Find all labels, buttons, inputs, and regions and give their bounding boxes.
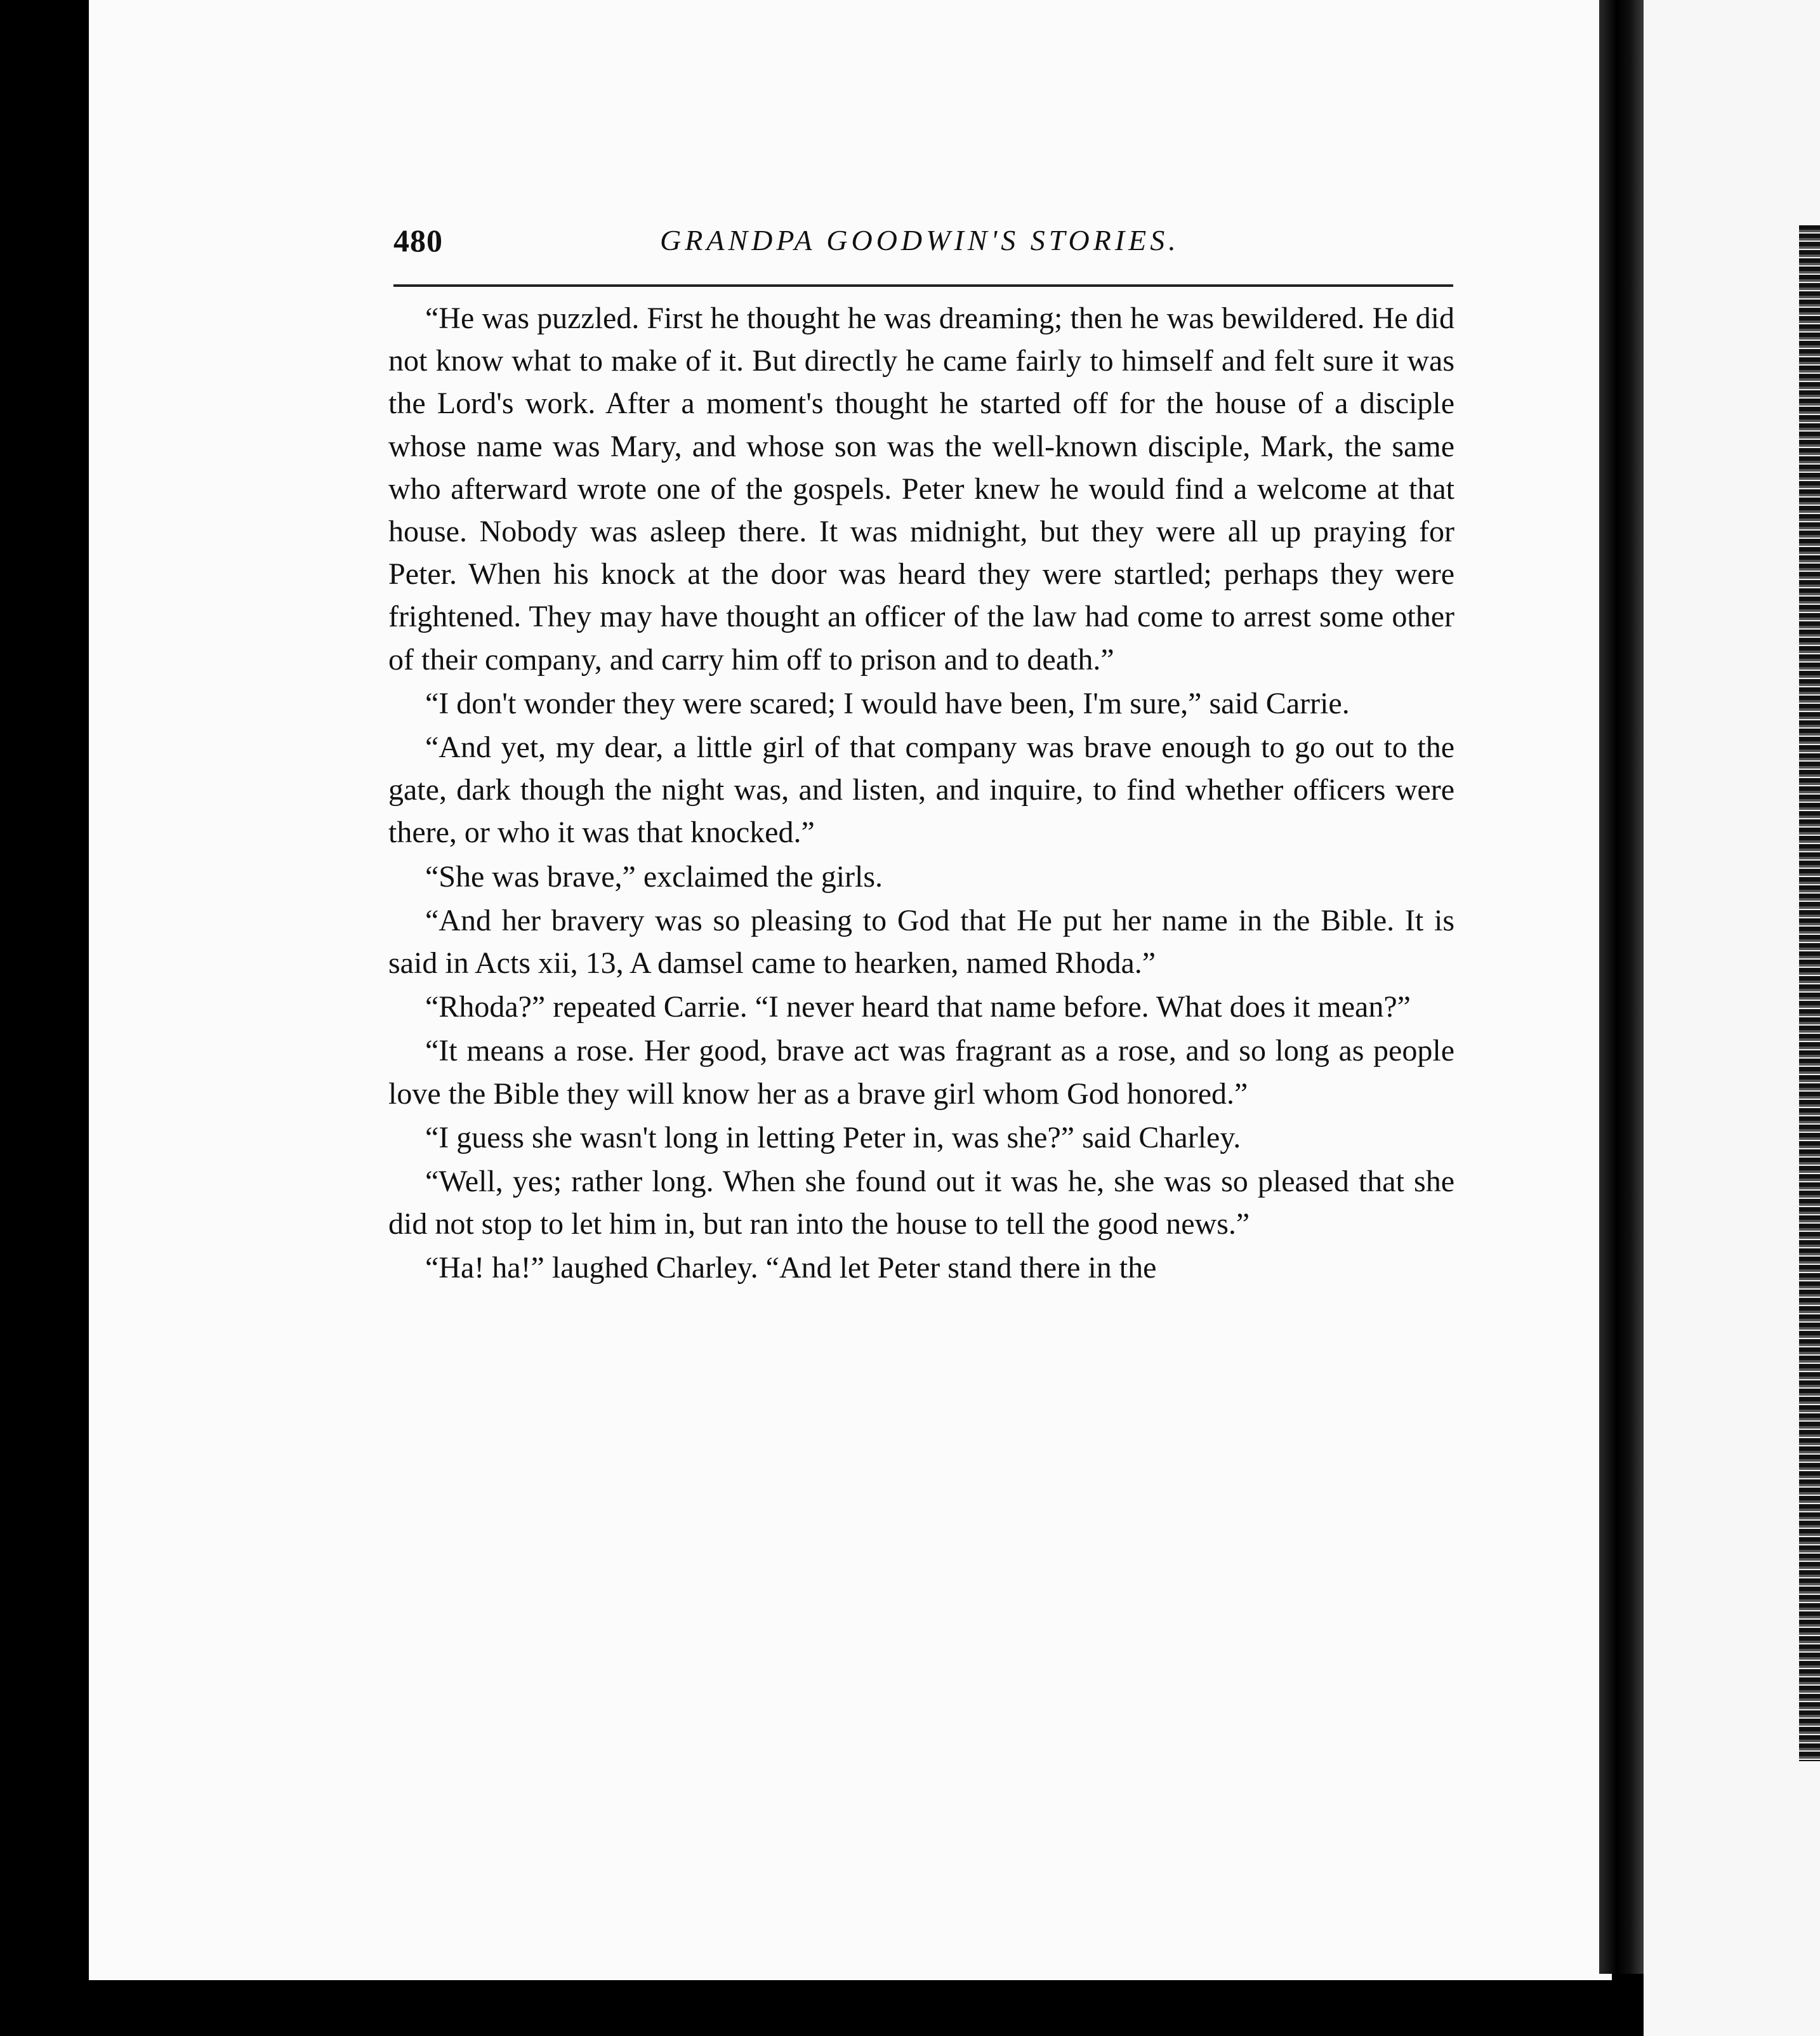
- paragraph: “And yet, my dear, a little girl of that company was brave enough to go out to the gate, dark though the night was, and listen, and inquire, to find whether officers were there, or who it was that knocked.”: [388, 730, 1454, 850]
- paragraph: “Ha! ha!” laughed Charley. “And let Peter stand there in the: [425, 1251, 1157, 1285]
- running-head: [393, 222, 1460, 267]
- binding-gutter: [1599, 0, 1644, 1974]
- paragraph: “Well, yes; rather long. When she found out it was he, she was so pleased that she did not stop to let him in, but ran into the house to tell the good news.”: [388, 1165, 1454, 1241]
- paragraph: “He was puzzled. First he thought he was dreaming; then he was bewildered. He did not know what to make of it. But directly he came fairly to himself and felt sure it was the Lord's work. After a moment's thought he started off for the house of a disciple whose name was Mary, and whose son was the well-known disciple, Mark, the same who afterward wrote one of the gospels. Peter knew he would find a welcome at that house. Nobody was asleep there. It was midnight, but they were all up praying for Peter. When his knock at the door was heard they were startled; perhaps they were frightened. They may have thought an officer of the law had come to arrest some other of their company, and carry him off to prison and to death.”: [388, 301, 1454, 677]
- facing-page-edge: [1644, 0, 1820, 2036]
- paragraph: “And her bravery was so pleasing to God that He put her name in the Bible. It is said in Acts xii, 13, A damsel came to hearken, named Rhoda.”: [388, 903, 1454, 981]
- scan-left-border: [0, 0, 89, 2036]
- running-title: GRANDPA GOODWIN'S STORIES.: [660, 224, 1180, 256]
- scan-bottom-border: [89, 1980, 1644, 2036]
- body-text: [388, 297, 1454, 1291]
- page-number: 480: [393, 223, 443, 258]
- paragraph: “I don't wonder they were scared; I would have been, I'm sure,” said Carrie.: [425, 686, 1350, 720]
- paragraph: “She was brave,” exclaimed the girls.: [425, 859, 883, 894]
- paragraph: “Rhoda?” repeated Carrie. “I never heard that name before. What does it mean?”: [425, 990, 1411, 1024]
- facing-page-text-fringe: [1799, 225, 1820, 1761]
- header-rule: [393, 284, 1453, 287]
- paragraph: “It means a rose. Her good, brave act was fragrant as a rose, and so long as people love the Bible they will know her as a brave girl whom God honored.”: [388, 1034, 1454, 1111]
- paragraph: “I guess she wasn't long in letting Peter in, was she?” said Charley.: [425, 1120, 1241, 1154]
